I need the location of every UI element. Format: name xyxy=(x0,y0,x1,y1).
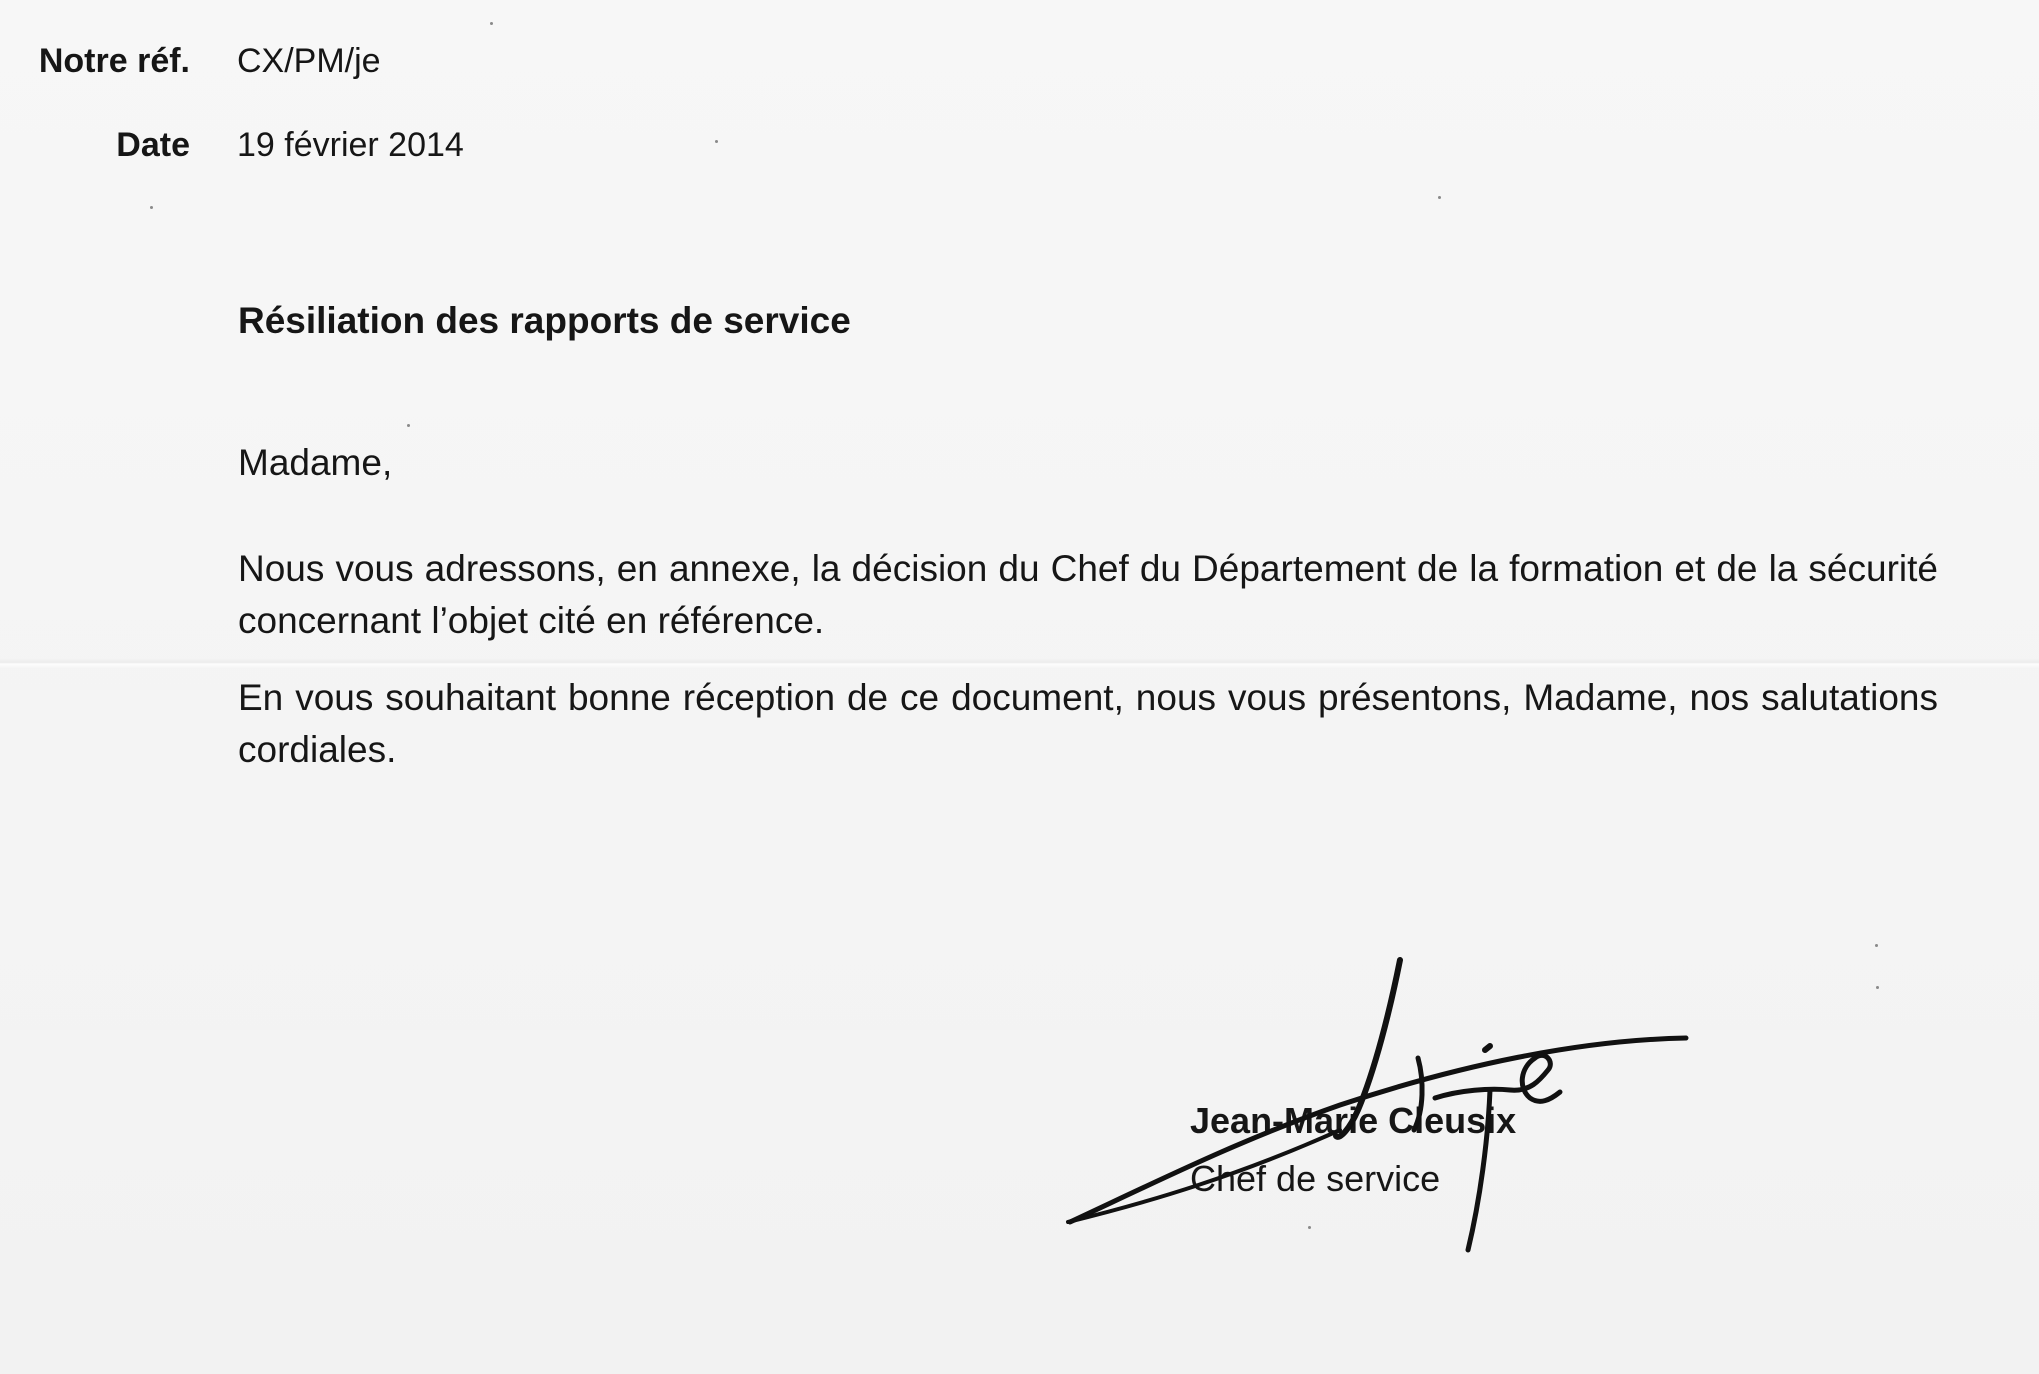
paper-speck xyxy=(407,424,410,427)
date-label: Date xyxy=(116,126,190,164)
letter-paragraph: Nous vous adressons, en annexe, la décision du Chef du Département de la formation et de la sécurité concernant l’objet cité en référence. xyxy=(238,548,1938,641)
paper-speck xyxy=(1875,944,1878,947)
handwritten-signature xyxy=(1040,940,1740,1270)
signer-role: Chef de service xyxy=(1190,1158,1441,1199)
paper-speck xyxy=(490,22,493,25)
paper-fold-line xyxy=(0,658,2039,668)
paper-speck xyxy=(1438,196,1441,199)
paper-speck xyxy=(1876,986,1879,989)
letter-salutation: Madame, xyxy=(238,442,393,483)
signer-name: Jean-Marie Cleusix xyxy=(1190,1100,1517,1141)
reference-value: CX/PM/je xyxy=(237,42,381,80)
date-value: 19 février 2014 xyxy=(237,126,464,164)
reference-label: Notre réf. xyxy=(38,42,190,80)
paper-speck xyxy=(1308,1226,1311,1229)
paper-speck xyxy=(715,140,718,143)
letter-subject: Résiliation des rapports de service xyxy=(238,300,851,341)
letter-paragraph: En vous souhaitant bonne réception de ce document, nous vous présentons, Madame, nos salutations cordiales. xyxy=(238,677,1938,770)
paper-speck xyxy=(150,206,153,209)
